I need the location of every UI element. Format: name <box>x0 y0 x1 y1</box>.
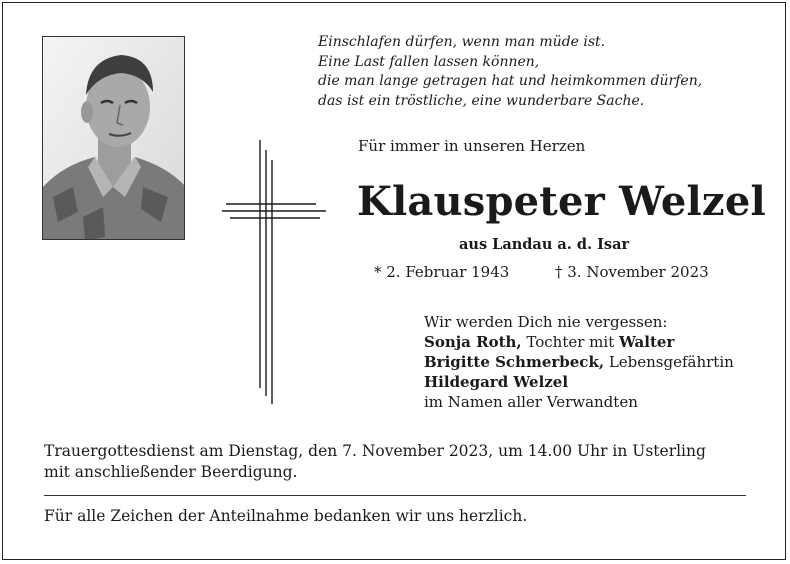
poem-line: die man lange getragen hat und heimkommen dürfen, <box>318 73 703 89</box>
mourner-line <box>424 352 734 372</box>
mourners-block <box>424 312 734 412</box>
divider <box>44 495 746 496</box>
mourner-name: Brigitte Schmerbeck, <box>424 353 605 371</box>
mourners-intro: Wir werden Dich nie vergessen: <box>424 313 668 331</box>
mourner-line <box>424 372 734 392</box>
memorial-heading: Für immer in unseren Herzen <box>358 137 586 155</box>
mourners-closing: im Namen aller Verwandten <box>424 393 638 411</box>
cross-icon <box>222 140 326 408</box>
mourner-name: Sonja Roth, <box>424 333 522 351</box>
mourner-line <box>424 332 734 352</box>
death-date: † 3. November 2023 <box>555 263 709 281</box>
service-line: mit anschließender Beerdigung. <box>44 463 298 481</box>
mourner-relation: Tochter mit <box>521 333 620 351</box>
deceased-origin: aus Landau a. d. Isar <box>459 236 630 253</box>
portrait-photo <box>42 36 185 240</box>
poem-line: das ist ein tröstliche, eine wunderbare Sache. <box>318 92 645 109</box>
mourner-relation: Lebensgefährtin <box>604 353 734 371</box>
poem-line: Einschlafen dürfen, wenn man müde ist. <box>318 34 606 50</box>
mourner-name: Hildegard Welzel <box>424 373 569 391</box>
thanks-text: Für alle Zeichen der Anteilnahme bedanken wir uns herzlich. <box>44 507 528 525</box>
poem <box>318 33 702 111</box>
deceased-name: Klauspeter Welzel <box>357 178 766 225</box>
birth-date: * 2. Februar 1943 <box>374 263 510 281</box>
service-info <box>44 441 764 483</box>
mourner-name: Walter <box>619 333 675 351</box>
service-line: Trauergottesdienst am Dienstag, den 7. November 2023, um 14.00 Uhr in Usterling <box>44 442 706 460</box>
poem-line: Eine Last fallen lassen können, <box>318 53 540 70</box>
